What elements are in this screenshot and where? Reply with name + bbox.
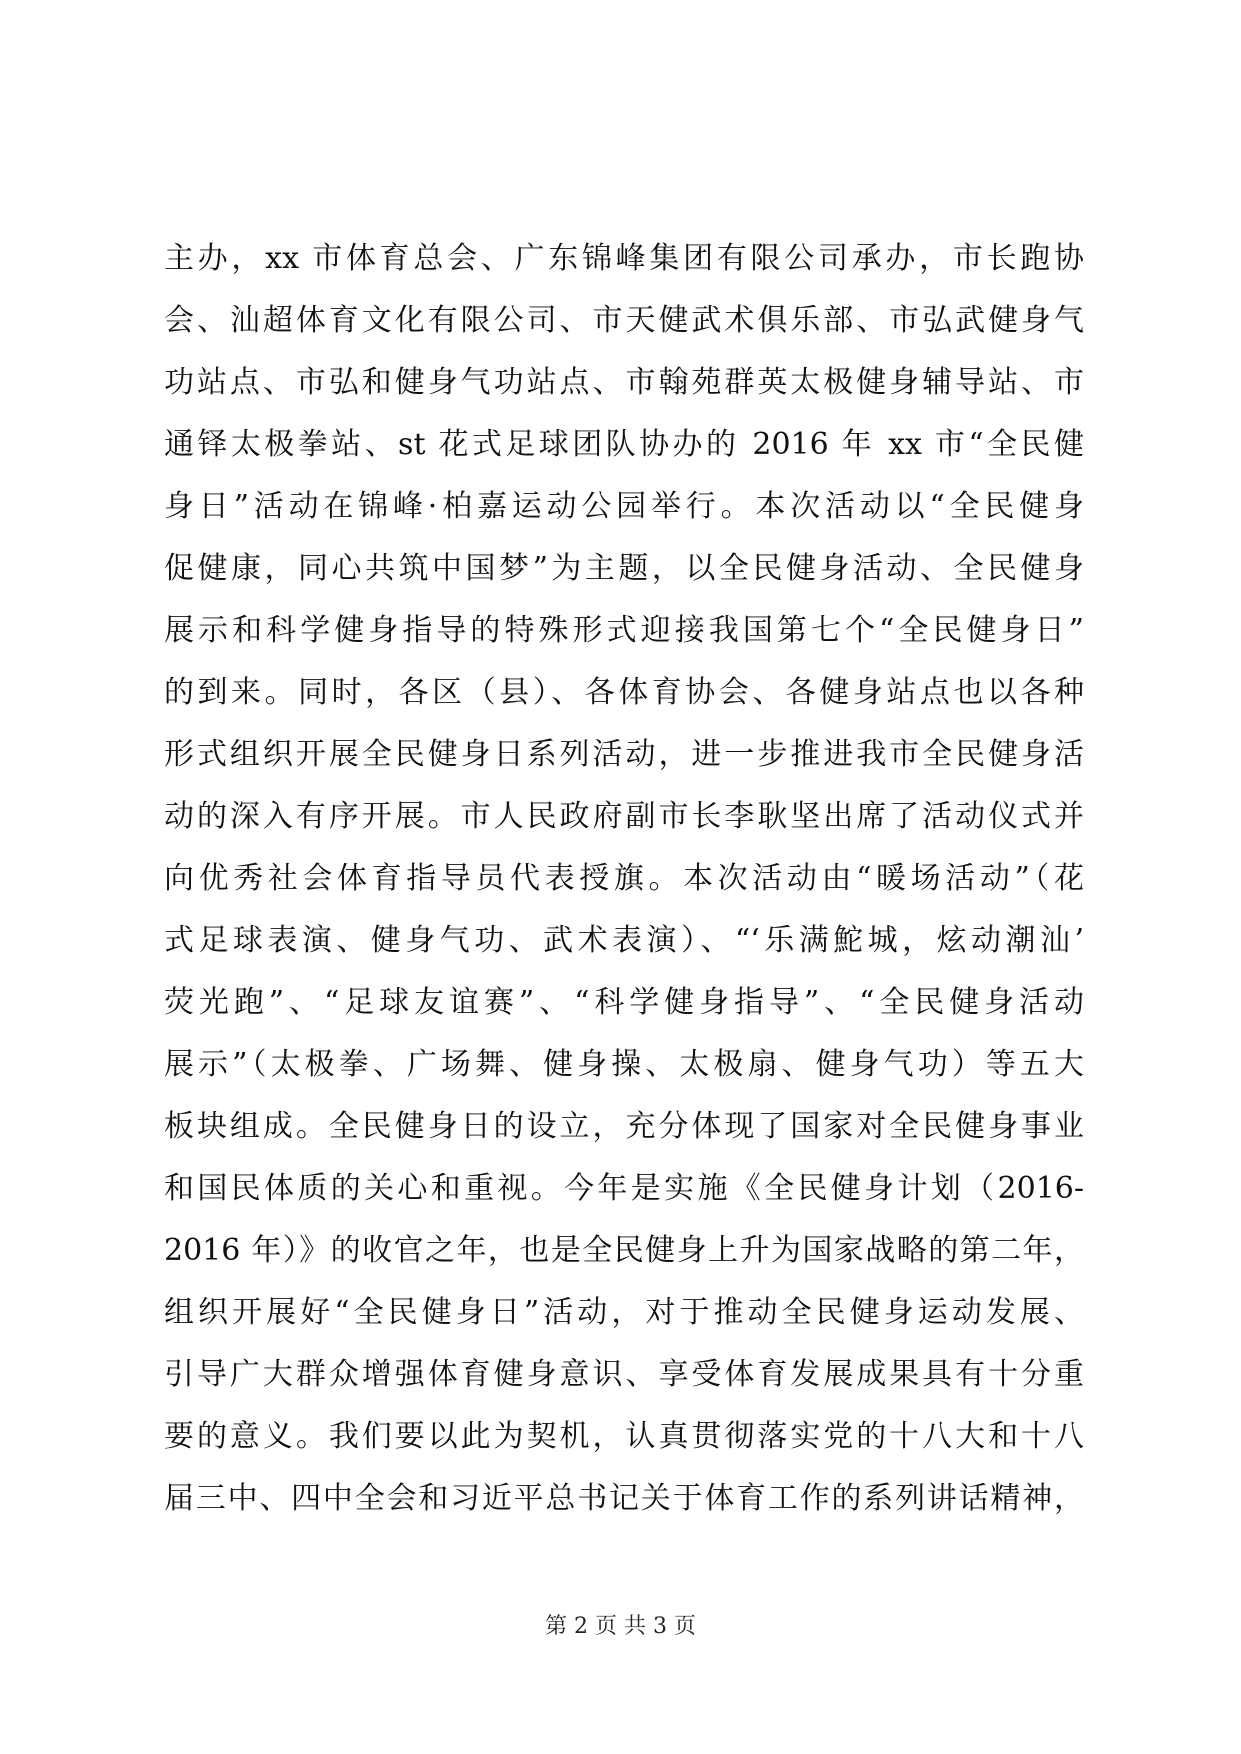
text-line: 形式组织开展全民健身日系列活动，进一步推进我市全民健身活 — [164, 737, 1084, 772]
text-line: 展示”（太极拳、广场舞、健身操、太极扇、健身气功）等五大 — [164, 1047, 1084, 1082]
text-line: 通铎太极拳站、st 花式足球团队协办的 2016 年 xx 市“全民健 — [164, 427, 1084, 462]
text-line: 引导广大群众增强体育健身意识、享受体育发展成果具有十分重 — [164, 1357, 1084, 1392]
text-line: 主办，xx 市体育总会、广东锦峰集团有限公司承办，市长跑协 — [164, 241, 1084, 276]
text-line: 会、汕超体育文化有限公司、市天健武术俱乐部、市弘武健身气 — [164, 303, 1084, 338]
text-line: 2016 年）》的收官之年，也是全民健身上升为国家战略的第二年， — [164, 1233, 1084, 1268]
text-line: 展示和科学健身指导的特殊形式迎接我国第七个“全民健身日” — [164, 613, 1084, 648]
text-line: 身日”活动在锦峰·柏嘉运动公园举行。本次活动以“全民健身 — [164, 489, 1084, 524]
text-line: 促健康，同心共筑中国梦”为主题，以全民健身活动、全民健身 — [164, 551, 1084, 586]
text-line: 的到来。同时，各区（县）、各体育协会、各健身站点也以各种 — [164, 675, 1084, 710]
text-line: 和国民体质的关心和重视。今年是实施《全民健身计划（2016- — [164, 1171, 1084, 1206]
text-line: 要的意义。我们要以此为契机，认真贯彻落实党的十八大和十八 — [164, 1419, 1084, 1454]
text-line: 功站点、市弘和健身气功站点、市翰苑群英太极健身辅导站、市 — [164, 365, 1084, 400]
page-footer — [0, 1612, 1241, 1642]
text-line: 式足球表演、健身气功、武术表演）、“‘乐满鮀城，炫动潮汕’ — [164, 923, 1084, 958]
text-line: 届三中、四中全会和习近平总书记关于体育工作的系列讲话精神， — [164, 1481, 1084, 1516]
text-line: 荧光跑”、“足球友谊赛”、“科学健身指导”、“全民健身活动 — [164, 985, 1084, 1020]
page-number-label: 第 2 页 共 3 页 — [545, 1614, 696, 1639]
text-line: 组织开展好“全民健身日”活动，对于推动全民健身运动发展、 — [164, 1295, 1084, 1330]
text-line: 动的深入有序开展。市人民政府副市长李耿坚出席了活动仪式并 — [164, 799, 1084, 834]
body-paragraph — [164, 228, 1084, 1530]
text-line: 板块组成。全民健身日的设立，充分体现了国家对全民健身事业 — [164, 1109, 1084, 1144]
text-line: 向优秀社会体育指导员代表授旗。本次活动由“暖场活动”（花 — [164, 861, 1084, 896]
